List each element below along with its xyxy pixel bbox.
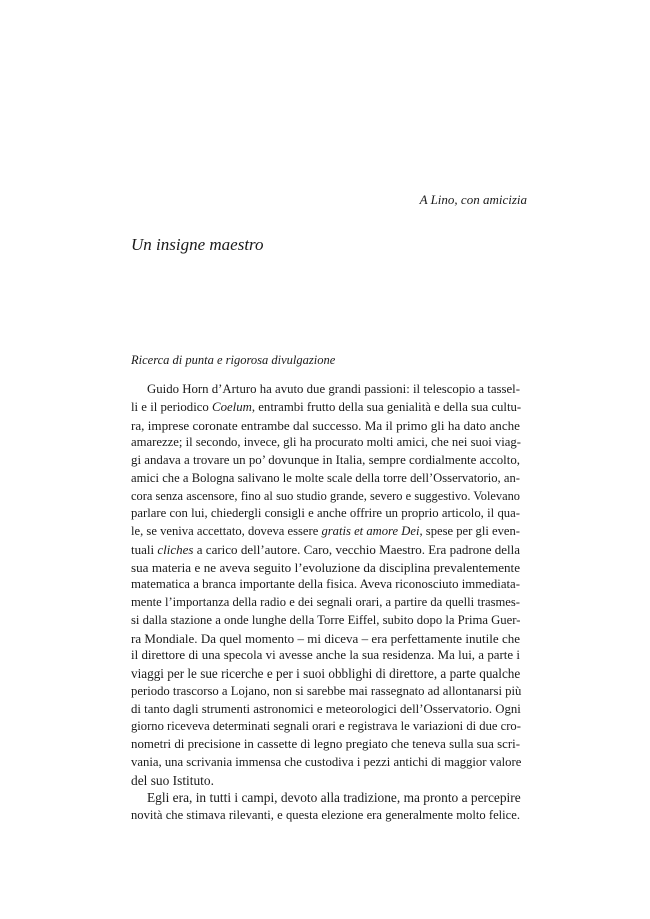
text-line: Guido Horn d’Arturo ha avuto due grandi passioni: il telescopio a tassel- xyxy=(147,382,520,396)
text-line: si dalla stazione a onde lunghe della Torre Eiffel, subito dopo la Prima Guer- xyxy=(131,612,521,627)
periodical-title: Coelum xyxy=(212,399,252,414)
text-line: ra, imprese coronate entrambe dal successo. Ma il primo gli ha dato anche xyxy=(131,417,520,433)
italic-word: cliches xyxy=(157,541,194,557)
text-line: gi andava a trovare un po’ dovunque in Italia, sempre cordialmente accolto, xyxy=(131,453,520,467)
text-line: ra Mondiale. Da quel momento – mi diceva – era perfettamente inutile che xyxy=(131,630,520,646)
text-line: viaggi per le sue ricerche e per i suoi obblighi di direttore, a parte qualche xyxy=(131,666,521,681)
text-line: parlare con lui, chiedergli consigli e anche offrire un proprio articolo, il qua- xyxy=(131,506,520,521)
text-line: del suo Istituto. xyxy=(131,772,214,788)
body-text xyxy=(131,381,520,825)
text-line: li e il periodico Coelum, entrambi frutto della sua genialità e della sua cultu- xyxy=(131,399,522,414)
latin-phrase: gratis et amore Dei, xyxy=(321,524,423,538)
text-line: di tanto dagli strumenti astronomici e meteorologici dell’Osservatorio. Ogni xyxy=(131,701,521,716)
text-line: Egli era, in tutti i campi, devoto alla tradizione, ma pronto a percepire xyxy=(147,790,521,806)
dedication: A Lino, con amicizia xyxy=(419,192,527,207)
chapter-title: Un insigne maestro xyxy=(131,235,264,254)
text-line: amici che a Bologna salivano le molte scale della torre dell’Osservatorio, an- xyxy=(131,470,520,485)
text-line: vania, una scrivania immensa che custodiva i pezzi antichi di maggior valore xyxy=(131,754,522,769)
text-line: novità che stimava rilevanti, e questa elezione era generalmente molto felice. xyxy=(131,808,520,822)
text-line: cora senza ascensore, fino al suo studio grande, severo e suggestivo. Volevano xyxy=(131,488,520,503)
text-line: matematica a branca importante della fisica. Aveva riconosciuto immediata- xyxy=(131,577,520,592)
section-heading: Ricerca di punta e rigorosa divulgazione xyxy=(131,353,336,367)
text-line: il direttore di una specola vi avesse anche la sua residenza. Ma lui, a parte i xyxy=(131,648,520,663)
text-line: giorno riceveva determinati segnali orari e registrava le variazioni di due cro- xyxy=(131,719,521,734)
text-line: mente l’importanza della radio e dei segnali orari, a partire da quelli trasmes- xyxy=(131,595,520,609)
text-line: periodo trascorso a Lojano, non si sarebbe mai rassegnato ad allontanarsi più xyxy=(131,683,522,698)
text-line: le, se veniva accettato, doveva essere gratis et amore Dei, spese per gli even- xyxy=(131,524,520,538)
text-line: nometri di precisione in cassette di legno pregiato che teneva sulla sua scri- xyxy=(131,737,520,751)
text-line: tuali cliches a carico dell’autore. Caro, vecchio Maestro. Era padrone della xyxy=(131,541,520,557)
text-line: amarezze; il secondo, invece, gli ha procurato molti amici, che nei suoi viag- xyxy=(131,435,521,450)
text-line: sua materia e ne aveva seguito l’evoluzione da disciplina prevalentemente xyxy=(131,559,520,575)
